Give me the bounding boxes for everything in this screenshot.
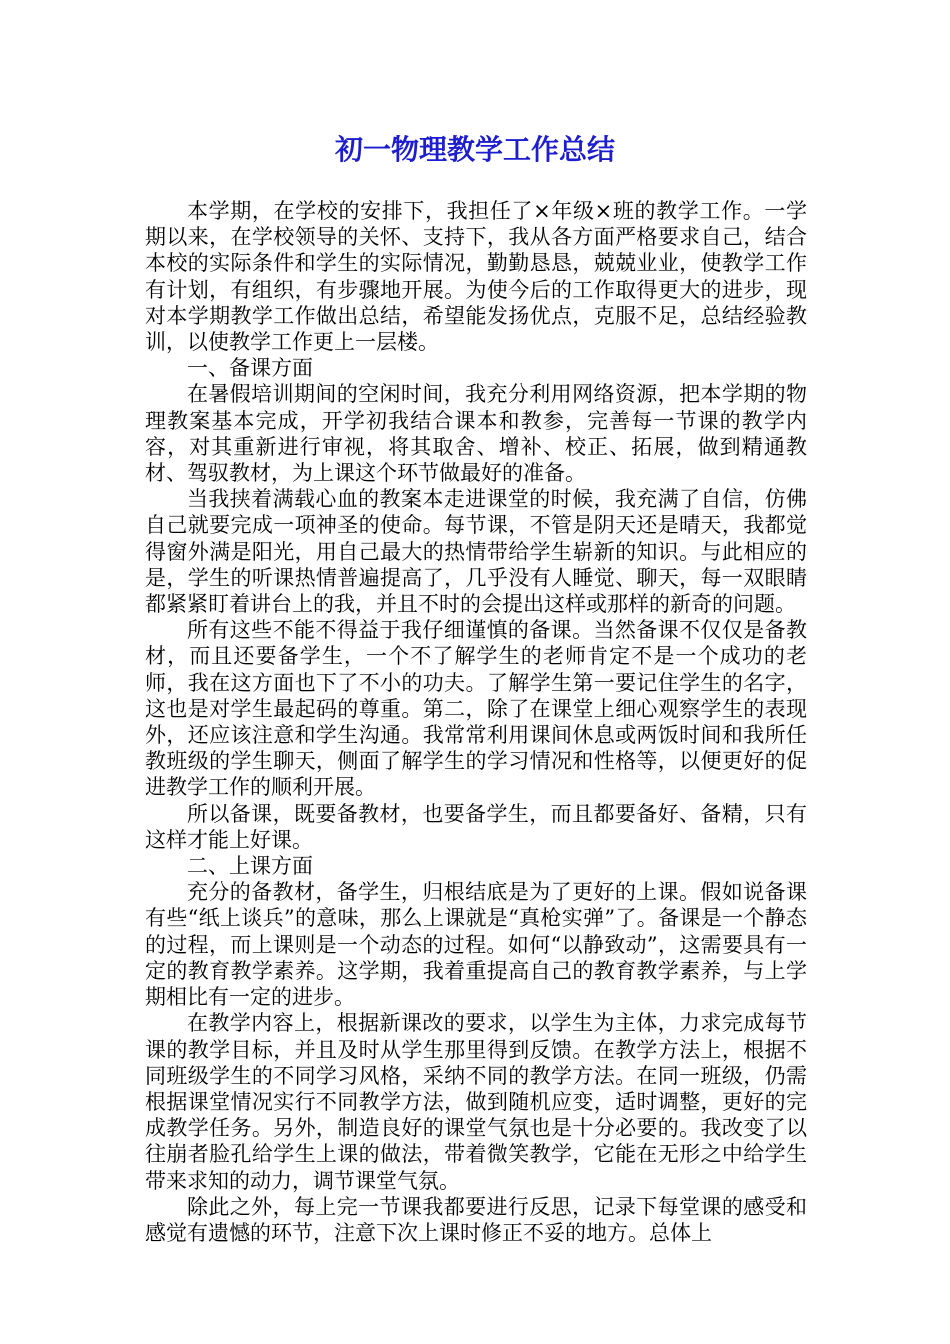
body-paragraph: 在教学内容上，根据新课改的要求，以学生为主体，力求完成每节课的教学目标，并且及时从学生那里得到反馈。在教学方法上，根据不同班级学生的不同学习风格，采纳不同的教学方法。在同一班级，仍需根据课堂情况实行不同教学方法，做到随机应变，适时调整，更好的完成教学任务。另外，制造良好的课堂气氛也是十分必要的。我改变了以往崩者脸孔给学生上课的做法，带着微笑教学，它能在无形之中给学生带来求知的动力，调节课堂气氛。: [145, 1011, 807, 1193]
section-heading-lesson-prep: 一、备课方面: [187, 356, 313, 381]
intro-paragraph: 本学期，在学校的安排下，我担任了×年级×班的教学工作。一学期以来，在学校领导的关怀、支持下，我从各方面严格要求自己，结合本校的实际条件和学生的实际情况，勤勤恳恳，兢兢业业，使教学工作有计划，有组织，有步骤地开展。为使今后的工作取得更大的进步，现对本学期教学工作做出总结，希望能发扬优点，克服不足，总结经验教训，以使教学工作更上一层楼。: [145, 199, 807, 355]
document-body: [145, 198, 807, 1246]
body-paragraph: 所以备课，既要备教材，也要备学生，而且都要备好、备精，只有这样才能上好课。: [145, 801, 807, 852]
document-title: 初一物理教学工作总结: [334, 133, 615, 166]
body-paragraph: 当我挟着满载心血的教案本走进课堂的时候，我充满了自信，仿佛自己就要完成一项神圣的使命。每节课，不管是阴天还是晴天，我都觉得窗外满是阳光，用自己最大的热情带给学生崭新的知识。与此相应的是，学生的听课热情普遍提高了，几乎没有人睡觉、聊天，每一双眼睛都紧紧盯着讲台上的我，并且不时的会提出这样或那样的新奇的问题。: [145, 487, 807, 617]
section-heading-teaching: 二、上课方面: [187, 854, 313, 879]
body-paragraph: 除此之外，每上完一节课我都要进行反思，记录下每堂课的感受和感觉有遗憾的环节，注意下次上课时修正不妥的地方。总体上: [145, 1194, 807, 1245]
body-paragraph: 在暑假培训期间的空闲时间，我充分利用网络资源，把本学期的物理教案基本完成，开学初我结合课本和教参，完善每一节课的教学内容，对其重新进行审视，将其取舍、增补、校正、拓展，做到精通教材、驾驭教材，为上课这个环节做最好的准备。: [145, 382, 807, 486]
body-paragraph: 所有这些不能不得益于我仔细谨慎的备课。当然备课不仅仅是备教材，而且还要备学生，一个不了解学生的老师肯定不是一个成功的老师，我在这方面也下了不小的功夫。了解学生第一要记住学生的名字，这也是对学生最起码的尊重。第二，除了在课堂上细心观察学生的表现外，还应该注意和学生沟通。我常常利用课间休息或两饭时间和我所任教班级的学生聊天，侧面了解学生的学习情况和性格等，以便更好的促进教学工作的顺利开展。: [145, 618, 807, 800]
body-paragraph: 充分的备教材，备学生，归根结底是为了更好的上课。假如说备课有些“纸上谈兵”的意味，那么上课就是“真枪实弹”了。备课是一个静态的过程，而上课则是一个动态的过程。如何“以静致动”，这需要具有一定的教育教学素养。这学期，我着重提高自己的教育教学素养，与上学期相比有一定的进步。: [145, 880, 807, 1010]
